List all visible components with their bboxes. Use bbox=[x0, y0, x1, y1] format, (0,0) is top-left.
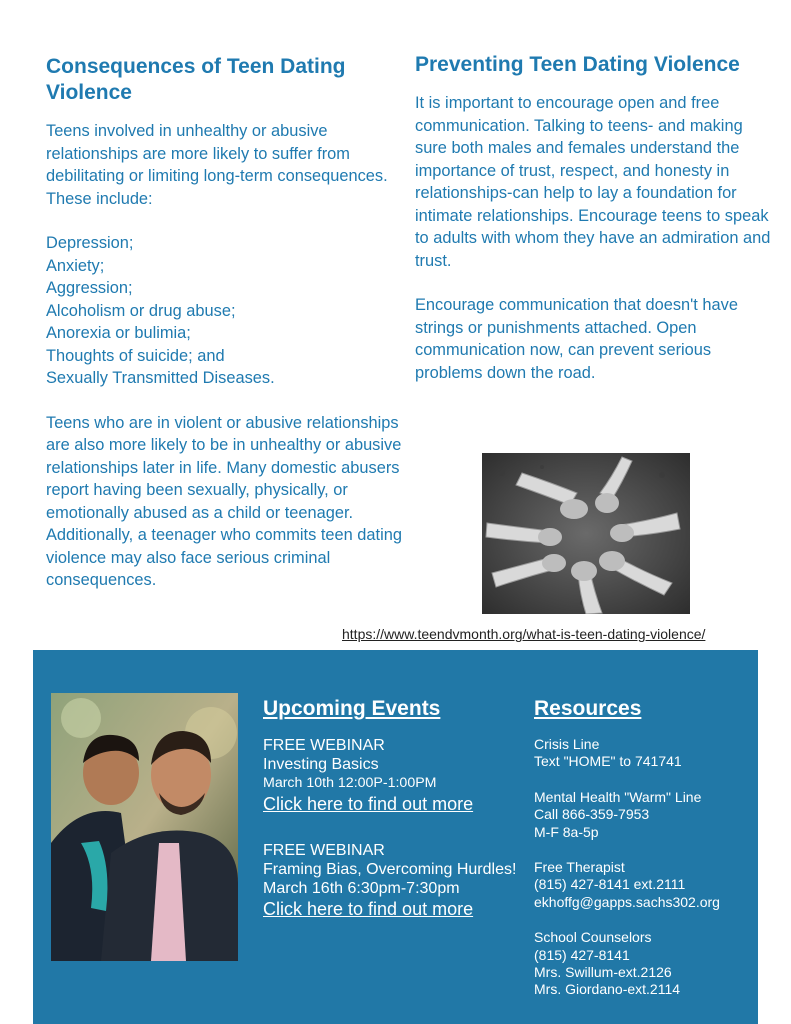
resource-name: School Counselors bbox=[534, 929, 652, 946]
resource-phone: Call 866-359-7953 bbox=[534, 806, 650, 823]
resource-name: Mental Health "Warm" Line bbox=[534, 788, 702, 805]
list-item: Sexually Transmitted Diseases. bbox=[46, 369, 275, 387]
preventing-heading: Preventing Teen Dating Violence bbox=[415, 53, 740, 76]
list-item: Aggression; bbox=[46, 279, 133, 297]
event-time: March 16th 6:30pm-7:30pm bbox=[263, 880, 460, 897]
event-details-link[interactable]: Click here to find out more bbox=[263, 899, 474, 919]
preventing-para-1: It is important to encourage open and free communication. Talking to teens- and making sure both males and females understand the importance of trust, respect, and honesty in relationships-can help to lay a foundation for intimate relationships. Encourage teens to speak to adults with whom they have an admiration and trust. bbox=[415, 94, 771, 270]
consequences-list bbox=[46, 232, 408, 390]
preventing-section bbox=[415, 52, 775, 384]
resource-detail: Text "HOME" to 741741 bbox=[534, 753, 682, 770]
list-item: Anorexia or bulimia; bbox=[46, 324, 191, 342]
events-heading: Upcoming Events bbox=[263, 697, 441, 720]
event-details-link[interactable]: Click here to find out more bbox=[263, 794, 474, 814]
resources-heading: Resources bbox=[534, 697, 642, 720]
school-counselors bbox=[534, 929, 744, 999]
list-item: Depression; bbox=[46, 234, 134, 252]
resource-name: Crisis Line bbox=[534, 736, 600, 752]
event-type: FREE WEBINAR bbox=[263, 737, 385, 754]
counselor-contact: Mrs. Giordano-ext.2114 bbox=[534, 981, 681, 998]
upcoming-events bbox=[263, 696, 533, 920]
list-item: Alcoholism or drug abuse; bbox=[46, 301, 236, 320]
counselor-contact: Mrs. Swillum-ext.2126 bbox=[534, 964, 672, 981]
events-resources-band bbox=[33, 650, 758, 1024]
crisis-line bbox=[534, 736, 744, 771]
hands-circle-photo bbox=[482, 453, 690, 614]
event-time: March 10th 12:00P-1:00PM bbox=[263, 775, 437, 791]
list-item: Thoughts of suicide; and bbox=[46, 346, 225, 365]
resource-hours: M-F 8a-5p bbox=[534, 823, 599, 840]
list-item: Anxiety; bbox=[46, 256, 105, 275]
event-item bbox=[263, 841, 533, 920]
event-item bbox=[263, 736, 533, 815]
warm-line bbox=[534, 789, 744, 841]
free-therapist bbox=[534, 859, 744, 911]
resource-email: ekhoffg@gapps.sachs302.org bbox=[534, 893, 720, 910]
event-title: Investing Basics bbox=[263, 756, 379, 773]
father-son-photo bbox=[51, 693, 238, 961]
resource-name: Free Therapist bbox=[534, 859, 625, 876]
consequences-closing: Teens who are in violent or abusive relationships are also more likely to be in unhealthy or abusive relationships later in life. Many domestic abusers report having been sexually, physically, or emotionally abused as a child or teenager. Additionally, a teenager who commits teen dating violence may also face serious criminal consequences. bbox=[46, 413, 402, 589]
consequences-section bbox=[46, 52, 408, 592]
resources bbox=[534, 696, 744, 999]
event-type: FREE WEBINAR bbox=[263, 842, 385, 859]
resource-phone: (815) 427-8141 bbox=[534, 946, 630, 963]
preventing-para-2: Encourage communication that doesn't have strings or punishments attached. Open communication now, can prevent serious problems down the road. bbox=[415, 296, 738, 382]
event-title: Framing Bias, Overcoming Hurdles! bbox=[263, 861, 517, 878]
source-link[interactable]: https://www.teendvmonth.org/what-is-teen-dating-violence/ bbox=[342, 626, 706, 642]
consequences-intro: Teens involved in unhealthy or abusive relationships are more likely to suffer from debilitating or limiting long-term consequences. These include: bbox=[46, 122, 388, 208]
resource-phone: (815) 427-8141 ext.2111 bbox=[534, 876, 686, 893]
consequences-heading: Consequences of Teen Dating Violence bbox=[46, 55, 346, 104]
